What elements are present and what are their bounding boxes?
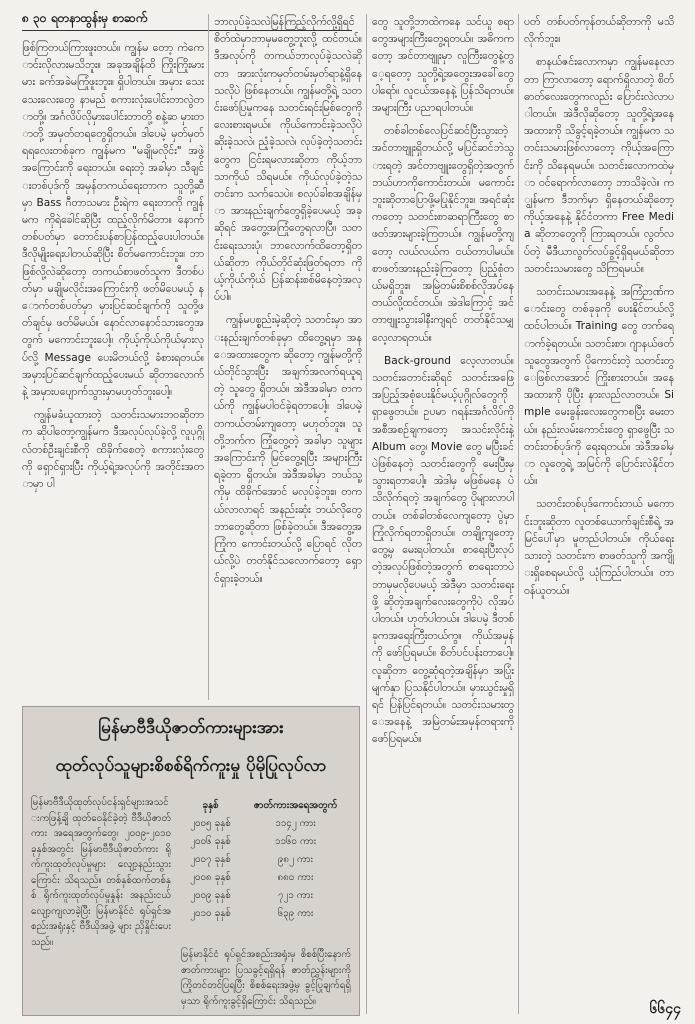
article-paragraph: ဖြစ်ကြတယ်ကြားဖူးတယ်။ ကျွန်မ တော့ ကဲကောင်းလိုလားမသိဘူး။ အခုအချိန်ထိ ကြိုးကြိုးမားမား ခက်အခဲမကြုံဖူးဘူး။ ရှိပါတယ်။ အမှား သေးသေးလေးတွေ နာမည် စကားလုံးပေါင်းတာလွဲတာတို့။ အင်္ဂလိပ်လိုမှားပေါင်းတာတို့ စနဲ့ဆ မှားတာတို့ အမှတ်တရတွေရှိတယ်။ ဒါပေမဲ့ မှတ်မှတ်ရရလေးတစ်ခုက ကျွန်မက "မချိုမလိုင်း" အဖွဲ့အကြောင်းကို ရေးတယ်။ ရေးတဲ့ အခါမှာ သီချင်းတစ်ပုဒ်ကို အမှန်တကယ်ရေးတာက သူတို့ဆီမှာ Bass ဂီတာသမား ဦးရဲက ရေးတာကို ကျွန်မက ကိုရဲခေါင်ဆိုပြီး ထည့်လိုက်မိတာ။ နောက်တစ်ပတ်မှာ တောင်းပန်စာပြန်ထည့်ပေးပါတယ်။ ဒီလိုမျိုးရေးပါတယ်ဆိုပြီး စိတ်မကောင်းဘူး။ ဘာဖြစ်လို့လဲဆိုတော့ တကယ်စာဖတ်သူက ဒီတစ်ပတ်မှာ မချိုမလိုင်းအကြောင်းကို ဖတ်မိပေမယ့် နောက်တစ်ပတ်မှာ မှားပြင်ဆင်ချက်ကို သူတို့ဖတ်ချင်မှ ဖတ်မိမယ်။ နောင်လာနောင်သားတွေအတွက် မကောင်းဘူးပေါ့။ ကိုယ့်ကိုယ်ကိုယ်မှားလုပ်လို့ Message ပေးမိတယ်လို့ ခံစားရတယ်။ အမှားပြင်ဆင်ချက်ထည့်ပေးမယ် ဆိုတာလောက်နဲ့ အမှားပပျောက်သွားမှာမဟုတ်ဘူးပေါ့။ [22,42,204,399]
table-cell-year: ၂၀၀၉ ခုနှစ် [190,890,231,901]
table-cell-count: ၁၁၆၀ ကား [274,836,317,847]
table-cell-year: ၂၀၀၅ ခုနှစ် [190,818,231,829]
table-cell-year: ၂၀၀၇ ခုနှစ် [190,854,231,865]
production-count-table [181,797,351,923]
notice-title-line-2: ထုတ်လုပ်သူများစိစစ်ရိက်ကူးမှု ပိုမိုပြုလုပ်လာ [55,756,327,776]
table-cell-year: ၂၀၁၀ ခုနှစ် [190,908,231,919]
table-row [181,905,351,923]
news-notice-box [22,706,360,1016]
table-header-row [181,797,351,815]
article-paragraph: ကျွန်မခံယူထားတဲ့ သတင်းသမားဘဝဆိုတာက ဆိုပါတော့ကျွန်မက ဒီအလုပ်လုပ်ခဲ့လို့ လူပုဂ္ဂိုလ်တစ်ဦးချင်းစီကို ထိခိုက်စေတဲ့ စကားလုံးတွေကို ရှောင်ရှားပြီး ကိုယ့်ရဲ့အလုပ်ကို အတိုင်းအတာမှာ ပါ [22,409,204,491]
table-cell-count: ၁၁၄၂ ကား [275,818,316,829]
table-cell-count: ၆၃၉ ကား [277,908,314,919]
table-row [181,851,351,869]
page-header: ၈ ၃၀ ရတနာထွန်းမှ စာဆက် [22,8,352,31]
article-column-3 [372,14,514,1014]
page-number: ၆၆၄၄ [649,1001,681,1017]
table-cell-count: ၉၈၂ ကား [277,854,314,865]
article-column-4 [524,14,674,994]
table-header-cell: ခုနှစ် [202,800,219,811]
table-row [181,833,351,851]
table-row [181,815,351,833]
column-divider [208,14,209,700]
notice-note: မြန်မာနိုင်ငံ ရုပ်ရှင်အစည်းအရုံးမှ စိစစ်ပြီးနောက် ဇာတ်ကားများ ပြသခွင့်ရရှိရန် ဇာတ်ညွှန်းများကို ကြိုတင်တင်ပြရပြီး စိစစ်ရေးအဖွဲ့မှ ခွင့်ပြုချက်ရရှိမှသာ ရိုက်ကူးခွင့်ရှိကြောင်း သိရသည်။ [181,949,351,1007]
table-cell-count: ၈၈၀ ကား [277,872,314,883]
article-paragraph: စာနယ်ဇင်းလောကမှာ ကျွန်မနေလာတာ ကြာလာတော့ ရောက်ရှိလာတဲ့ စိတ်ဓာတ်လေးတွေကလည်း ပြောင်းလဲလာပါတယ်။ အဲဒီလိုဆိုတော့ သူတို့ရဲ့အနေအထားကို သိခွင့်ရခဲ့တယ်။ ကျွန်မက သတင်းသမားဖြစ်လာတော့ ကိုယ့်အကြောင်းကို သိနေရမယ်။ သတင်းလောကထဲမှာ ဝင်ရောက်လာတော့ ဘာသိခဲ့လဲ။ ကျွန်မက ဒီဘက်မှာ ရှိနေတယ်ဆိုတော့ ကိုယ့်အနေနဲ့ နိုင်ငံတကာ Free Media ဆိုတာတွေကို ကြားရတယ်။ လွတ်လပ်တဲ့ မီဒီယာလွတ်လပ်ခွင့်ရှိရမယ်ဆိုတာ သတင်းသမားတွေ သိကြရမယ်။ [524,56,674,275]
article-paragraph: Back-ground လေ့လာတယ်။ သတင်းတောင်းဆိုရင် သတင်းအဖြေအပြည့်အစုံပေးနိုင်မယ့်ပုဂ္ဂိုလ်တွေကို ရှာဖွေတယ်။ ဥပမာ ဂရန်းအင်္ဂလိပ်ကိုအစီအစဉ်ချကတော့ အသင်းလိုင်းနဲ့ Album တွေ၊ Movie တွေ မပြီးခင်ပဲဖြစ်နေတဲ့ သတင်းတွေကို မေးပြီးမှ သွားရတာပေါ့။ အဲဒါမှ မဖြစ်မနေ ပဲ သိလိုက်ရတဲ့ အချက်တွေ ပိုများလာပါတယ်။ တစ်ခါတစ်လေကျတော့ ပွဲမှာကြုံလိုက်ရတာရှိတယ်။ တချို့ကျတော့ တွေ့မှ မေးရပါတယ်။ စာရေးပြီးလုပ်တဲ့အလုပ်ဖြစ်တဲ့အတွက် စာရေးတာပဲ ဘာမှမလိုပေမယ့် အဲဒီမှာ သတင်းရေးဖို့ ဆိုတဲ့အချက်လေးတွေကိုပဲ လိုအပ်ပါတယ်။ ဟုတ်ပါတယ်။ ဒါပေမဲ့ ဒီတစ်ခုကအရေးကြီးတယ်ကွ။ ကိုယ်အမှန်ကို ဖော်ပြရမယ်။ စိတ်ပင်ပန်းတာပေါ့။ လူဆိုတာ တွေ့ဆုံရတဲ့အချိန်မှာ အပြုံးမျက်နှာ ပြသနိုင်ပါတယ်။ မှားယွင်းမှုရှိရင် ပြန်ပြင်ရတယ်။ သတင်းသမားတွေအနေနဲ့ အမြဲတမ်းအမှန်တရားကို ဖော်ပြရမယ်။ [372,354,514,746]
article-column-1 [22,40,204,698]
article-paragraph: တွေ သူတို့ဘာထဲကနေ သင်ယူ စရာတွေအများကြီးတွေ့ရတယ်။ အဓိကကတော့ အင်တာဗျူးမှာ လူကြီးတွေနဲ့တွေ့ရတော့ သူတို့ရဲ့အတွေးအခေါ်တွေပါရော်။ လူငယ်အနေနဲ့ ပြန်သိရတယ်။ အများကြီး ပညာရပါတယ်။ [372,16,514,115]
table-cell-year: ၂၀၀၆ ခုနှစ် [190,836,231,847]
article-paragraph: ပတ် တစ်ပတ်ကုန်တယ်ဆိုတာကို မသိလိုက်ဘူး။ [524,16,674,46]
article-paragraph: တစ်ခါတစ်လေပြင်ဆင်ပြီးသွားတဲ့ အင်တာဗျူးရှိတယ်လို့ မပြင်ဆင်ဘဲသွားရတဲ့ အင်တာဗျူးတွေရှိတဲ့အတွက် ဘယ်ဟာကိုကောင်းတယ်။ မကောင်းဘူးဆိုတာပြောဖို့မပြုနိုင်ဘူး။ အရင်ဆုံးကတော့ သတင်းစာဆရာကြီးတွေ စာဖတ်အားများခဲ့ကြတယ်။ ကျွန်မတို့ကျတော့ လယ်လယ်က ငယ်တာပါမယ်။ စာဖတ်အားနည်းခဲ့ကြတော့ ပြည့်စုံတယ်မရှိဘူး။ အမြဲတမ်းစိစစ်လိုအပ်နေတယ်လို့ထင်တယ်။ အဲဒါကြောင့် အင်တာဗျူးသွားခါနီးကျရင် တတ်နိုင်သမျှ လေ့လာရတယ်။ [372,125,514,344]
column-divider [366,14,367,1014]
article-paragraph: ကျွန်မပစ္စည်းမဲ့ဆိုတဲ့ သတင်းမှာ အားနည်းချက်တစ်ခုမှာ ထိတွေ့ရမှာ အနေအထားတွေက ဆိုတော့ ကျွန်မတို့ကိုယ်တိုင်သွားပြီး အချက်အလက်ရယူရတဲ့ သူတွေ ရှိတယ်။ အဲဒီအခါမှာ တကယ်ကို ကျွန်မပါဝင်ခဲ့ရတာပေါ့။ ဒါပေမဲ့ တကယ်တမ်းကျတော့ မဟုတ်ဘူး။ သူတို့ဘက်က ကြုံတွေ့တဲ့ အခါမှာ သူများအကြောင်းကို မြင်တွေ့ရပြီး အများကြီးရခဲ့တာ ရှိတယ်။ အဲဒီအခါမှာ ဘယ်သူ့ကိုမှ ထိခိုက်အောင် မလုပ်ခဲ့ဘူး။ တကယ်လာလာရင် အနည်းဆုံး ဘယ်လိုတွေ ဘာတွေဆိုတာ ဖြစ်ခဲ့တယ်။ ဒီအတွေ့အကြုံက ကောင်းတယ်လို့ ပြောရင် လိုတယ်လို့ပဲ တတ်နိုင်သလောက်တော့ ရှောင်ရှားခဲ့တယ်။ [214,314,362,585]
article-column-2 [214,14,362,698]
table-row [181,869,351,887]
table-cell-count: ၇၂၁ ကား [277,890,314,901]
column-divider [518,14,519,1014]
table-row [181,887,351,905]
article-paragraph: ဘာလုပ်ခဲ့သလဲမြန်ကြည့်လိုက်လို့ရှိရင် စိတ်ထဲမှာဘာမှမတွေ့ဘူးလို့ ထင်တယ်။ ဒီအလုပ်ကို တကယ်ဘာလုပ်ခဲ့သလဲဆိုတာ အားလုံးကမှတ်တမ်းမှတ်ရာနဲ့ရှိနေသလိုပဲ ဖြစ်နေတယ်။ ကျွန်မတို့ရဲ့ သတင်းဖော်ပြမှုကနေ သတင်းရင်းမြစ်တွေကို လေးစားရမယ်။ ကိုယ်ကောင်းခဲ့သလိုပဲ ဆိုးခဲ့သလဲ၊ ညံ့ခဲ့သလဲ၊ လုပ်ခဲ့တဲ့သတင်းတွေက ငြင်းရမလားဆိုတာ ကိုယ့်ဘာသာကိုယ် သိရမယ်။ ကိုယ်လုပ်ခဲ့တဲ့သတင်းက သက်သေပဲ။ စလုပ်ခါစအချိန်မှာ အားနည်းချက်တွေရှိခဲ့ပေမယ့် အခုဆိုရင် အတွေ့အကြုံတွေရလာပြီ။ သတင်းရေးသားပုံ၊ ဘာလောက်ထိတော့ရှိတယ်ဆိုတာ ကိုယ်တိုင်ဆုံးဖြတ်ရတာ ကိုယ့်ကိုယ်ကိုယ် ပြန်ဆန်းစစ်မိနေတဲ့အလုပ်ပါ။ [214,16,362,304]
table-cell-year: ၂၀၀၈ ခုနှစ် [190,872,231,883]
notice-title-line-1: မြန်မာဗီဒီယိုဇာတ်ကားများအား [98,718,284,738]
notice-body: မြန်မာဗီဒီယိုထုတ်လုပ်ငန်းရှင်များအသင်းကဖြန့်ချိ ထုတ်ဝေနိုင်ခဲ့တဲ့ ဗီဒီယိုဇာတ်ကား အရေအတွက်တွေ၊ ၂၀၀၉-၂၀၁၀ ခုနှစ်အတွင်း မြန်မာဗီဒီယိုဇာတ်ကား ရိုက်ကူးထုတ်လုပ်မှုများ လျော့နည်းသွားကြောင်း သိရသည်။ တစ်နှစ်ထက်တစ်နှစ် ရိုက်ကူးထုတ်လုပ်မှုနှုန်း အနည်းငယ်လျော့ကျလာခဲ့ပြီး မြန်မာနိုင်ငံ ရုပ်ရှင်အစည်းအရုံးနှင့် ဗီဒီယိုအဖွဲ့ များ ညှိနှိုင်းပေးသည်။ [31,797,171,948]
article-paragraph: သတင်းတစ်ပုဒ်ကောင်းတယ် မကောင်းဘူးဆိုတာ လူတစ်ယောက်ချင်းစီရဲ့ အမြင်ပေါ်မှာ မူတည်ပါတယ်။ ကိုယ်ရေးသားတဲ့ သတင်းက စာဖတ်သူကို အကျိုးရှိစေရမယ်လို့ ယုံကြည်ပါတယ်။ တာဝန်ယူတယ်။ [524,498,674,597]
article-paragraph: သတင်းသမားအနေနဲ့ အကြံဉာဏ်ကောင်းတွေ တစ်ခုခုကို ပေးနိုင်တယ်လို့ ထင်ပါတယ်။ Training တွေ တက်ရောက်ခဲ့ရတယ်။ သတင်းစာ၊ ဂျာနယ်ဖတ်သူတွေအတွက် ပိုကောင်းတဲ့ သတင်းတွေဖြစ်လာအောင် ကြိုးစားတယ်။ အနေအထားကို ပိုပြီး နားလည်လာတယ်။ Simple မေးခွန်းလေးတွေကစပြီး မေးတယ်။ နည်းလမ်းကောင်းတွေ ရှာဖွေပြီး သတင်းတစ်ပုဒ်ကို ရေးရတယ်။ အဲဒီအခါမှာ လူတွေရဲ့ အမြင်ကို ပြောင်းလဲနိုင်တယ်။ [524,286,674,488]
table-header-cell: ဇာတ်ကားအရေအတွက် [253,800,338,811]
